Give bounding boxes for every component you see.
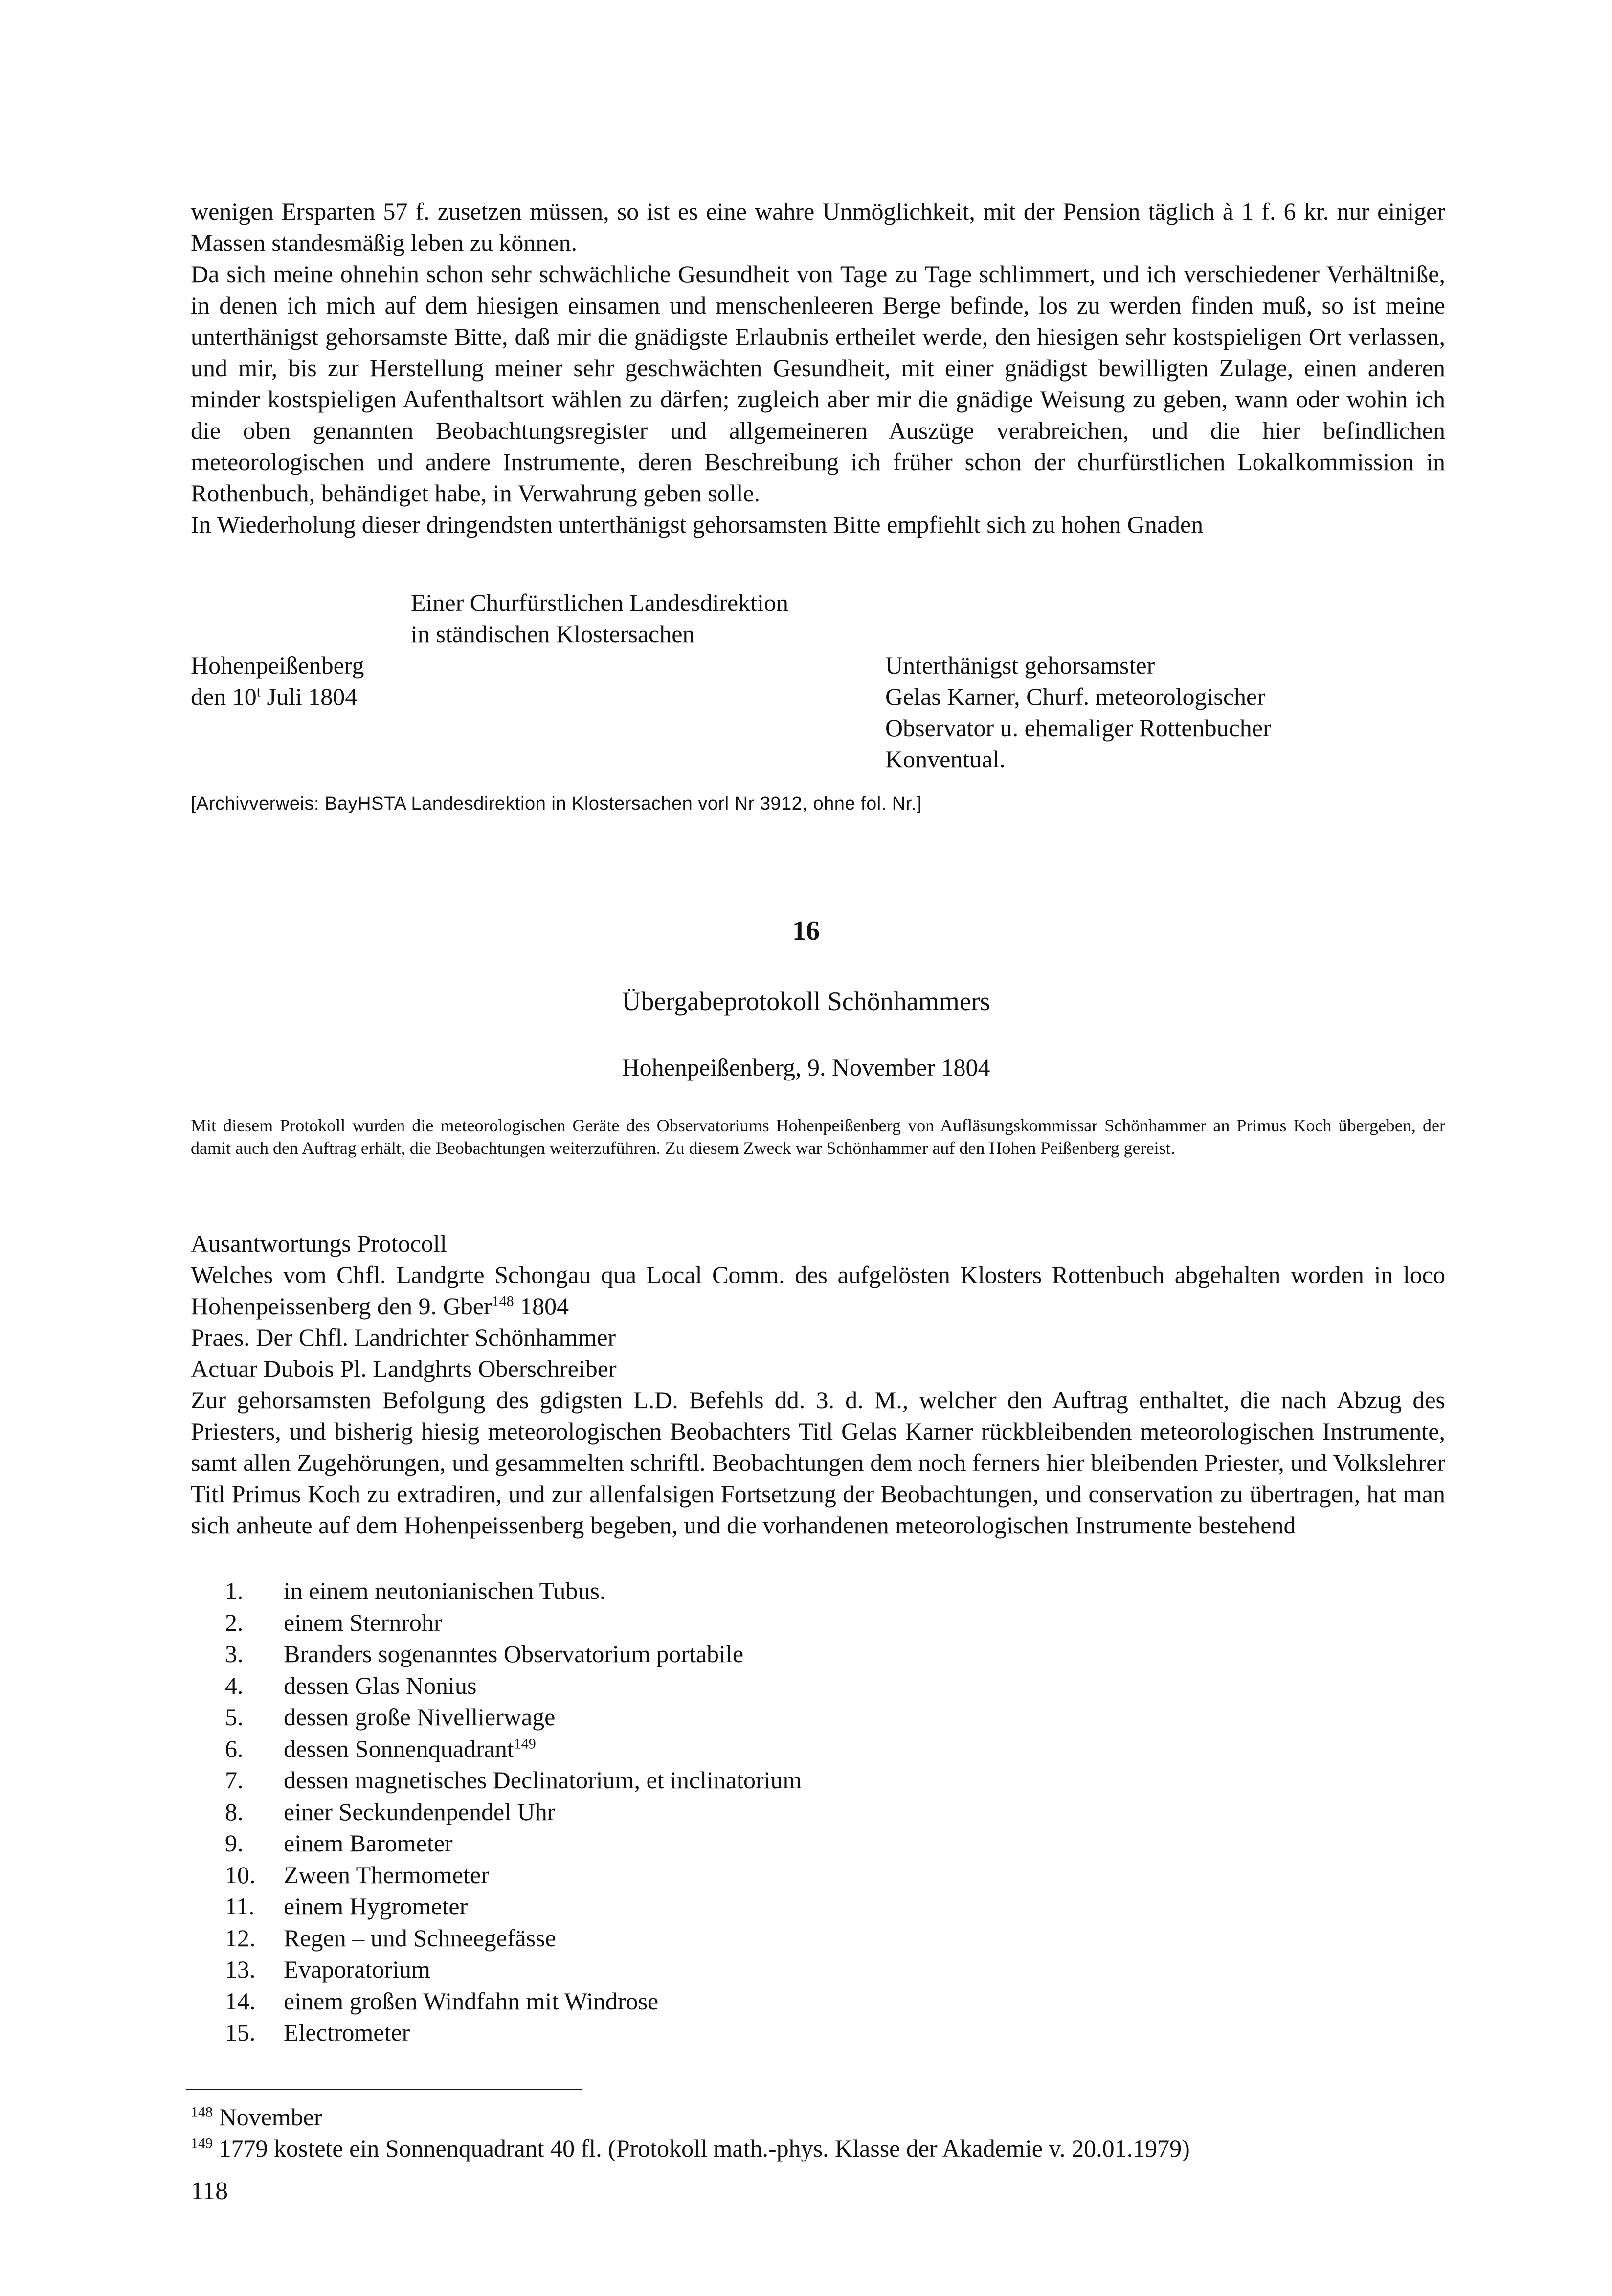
protocol-heading: Ausantwortungs Protocoll [191, 1230, 447, 1257]
addressee-line-2: in ständischen Klostersachen [411, 620, 695, 648]
list-item-text: einem Hygrometer [284, 1892, 468, 1920]
list-item-text: dessen magnetisches Declinatorium, et inclinatorium [284, 1766, 802, 1794]
footnote-text: November [213, 2103, 322, 2131]
signature-line-3: Observator u. ehemaliger Rottenbucher [885, 714, 1271, 742]
letter-date [191, 681, 364, 712]
list-item-text: Branders sogenanntes Observatorium portabile [284, 1640, 744, 1667]
document-intro: Mit diesem Protokoll wurden die meteorologischen Geräte des Observatoriums Hohenpeißenberg von Aufläsungskommissar Schönhammer an Primus Koch übergeben, der damit auch den Auftrag erhält, die Beobachtungen weiterzuführen. Zu diesem Zweck war Schönhammer auf den Hohen Peißenberg gereist. [191, 1116, 1445, 1158]
list-item-number: 10. [225, 1861, 256, 1889]
letter-paragraph-3: In Wiederholung dieser dringendsten unterthänigst gehorsamsten Bitte empfiehlt sich zu hohen Gnaden [191, 511, 1204, 538]
list-item-number: 1. [225, 1577, 244, 1604]
signature-line-2: Gelas Karner, Churf. meteorologischer [885, 683, 1265, 710]
protocol-praes: Praes. Der Chfl. Landrichter Schönhammer [191, 1324, 616, 1351]
list-item-number: 9. [225, 1829, 244, 1857]
footnote-ref-148: 148 [492, 1293, 514, 1309]
list-item-text: Evaporatorium [284, 1956, 430, 1983]
letter-paragraph-1: wenigen Ersparten 57 f. zusetzen müssen, so ist es eine wahre Unmöglichkeit, mit der Pension täglich à 1 f. 6 kr. nur einiger Massen standesmäßig leben zu können. [191, 198, 1445, 256]
list-item-text: Zween Thermometer [284, 1861, 489, 1889]
addressee-line-1: Einer Churfürstlichen Landesdirektion [411, 589, 788, 616]
list-item-text: Regen – und Schneegefässe [284, 1924, 556, 1952]
protocol-paragraph: Zur gehorsamsten Befolgung des gdigsten L.D. Befehls dd. 3. d. M., welcher den Auftrag enthaltet, die nach Abzug des Priesters, und bisherig hiesig meteorologischen Beobachters Titl Gelas Karner rückbleibenden meteorologischen Instrumente, samt allen Zugehörungen, und gesammelten schriftl. Beobachtungen dem noch ferners hier bleibenden Priester, und Volkslehrer Titl Primus Koch zu extradiren, und zur allenfalsigen Fortsetzung der Beobachtungen, und conservation zu übertragen, hat man sich anheute auf dem Hohenpeissenberg begeben, und die vorhandenen meteorologischen Instrumente bestehend [191, 1386, 1445, 1539]
list-item-number: 7. [225, 1766, 244, 1794]
list-item [225, 1670, 802, 1702]
list-item-number: 4. [225, 1671, 244, 1699]
footnote-mark: 148 [191, 2104, 213, 2120]
list-item-text: in einem neutonianischen Tubus. [284, 1577, 606, 1604]
signature-line-1: Unterthänigst gehorsamster [885, 652, 1155, 679]
list-item-text [284, 1733, 536, 1765]
instrument-list [225, 1575, 802, 2048]
list-item [225, 2017, 802, 2048]
list-item [225, 1733, 802, 1765]
list-item-number: 2. [225, 1608, 244, 1636]
list-item [225, 1796, 802, 1828]
letter-body [191, 196, 1445, 540]
date-prefix: den 10 [191, 683, 257, 710]
protocol-line-1 [191, 1259, 1445, 1322]
list-item [225, 1764, 802, 1796]
list-item [225, 1985, 802, 2017]
list-item [225, 1922, 802, 1954]
list-item [225, 1954, 802, 1985]
list-item [225, 1891, 802, 1922]
protocol-body [191, 1228, 1445, 1541]
list-item-text: Electrometer [284, 2019, 410, 2046]
list-item-text: einem Barometer [284, 1829, 453, 1857]
list-item-text: einer Seckundenpendel Uhr [284, 1798, 556, 1825]
protocol-actuar: Actuar Dubois Pl. Landghrts Oberschreiber [191, 1355, 617, 1382]
footnote-divider [186, 2089, 582, 2090]
list-item [225, 1575, 802, 1607]
list-item [225, 1859, 802, 1891]
document-place-date: Hohenpeißenberg, 9. November 1804 [622, 1054, 990, 1081]
list-item-number: 14. [225, 1987, 256, 2015]
list-item [225, 1701, 802, 1733]
footnotes [191, 2101, 1190, 2164]
list-item-text: einem Sternrohr [284, 1608, 442, 1636]
list-item-label: dessen Sonnenquadrant [284, 1734, 514, 1762]
list-item [225, 1827, 802, 1859]
footnote-ref-149: 149 [514, 1735, 536, 1752]
signature-block [885, 650, 1271, 775]
document-number: 16 [792, 916, 820, 946]
protocol-line-1-year: 1804 [514, 1292, 569, 1320]
page-number: 118 [191, 2177, 228, 2205]
footnote-148 [191, 2101, 1190, 2133]
letter-paragraph-2: Da sich meine ohnehin schon sehr schwächliche Gesundheit von Tage zu Tage schlimmert, und ich verschiedener Verhältniße, in denen ich mich auf dem hiesigen einsamen und menschenleeren Berge befinde, los zu werden finden muß, so ist meine unterthänigst gehorsamste Bitte, daß mir die gnädigste Erlaubnis ertheilet werde, den hiesigen sehr kostspieligen Ort verlassen, und mir, bis zur Herstellung meiner sehr geschwächten Gesundheit, mit einer gnädigst bewilligten Zulage, einen anderen minder kostspieligen Aufenthaltsort wählen zu därfen; zugleich aber mir die gnädige Weisung zu geben, wann oder wohin ich die oben genannten Beobachtungsregister und allgemeineren Auszüge verabreichen, und die hier befindlichen meteorologischen und andere Instrumente, deren Beschreibung ich früher schon der churfürstlichen Lokalkommission in Rothenbuch, behändiget habe, in Verwahrung geben solle. [191, 260, 1445, 507]
place-date-block [191, 650, 364, 712]
list-item [225, 1607, 802, 1639]
list-item-text: dessen Glas Nonius [284, 1671, 477, 1699]
document-title: Übergabeprotokoll Schönhammers [622, 987, 990, 1016]
signature-line-4: Konventual. [885, 745, 1006, 773]
footnote-mark: 149 [191, 2135, 213, 2152]
archive-reference: [Archivverweis: BayHSTA Landesdirektion in Klostersachen vorl Nr 3912, ohne fol. Nr.] [191, 793, 922, 814]
list-item-number: 6. [225, 1734, 244, 1762]
footnote-149 [191, 2133, 1190, 2164]
letter-place: Hohenpeißenberg [191, 652, 364, 679]
list-item-text: dessen große Nivellierwage [284, 1703, 556, 1731]
list-item-number: 5. [225, 1703, 244, 1731]
footnote-text: 1779 kostete ein Sonnenquadrant 40 fl. (Protokoll math.-phys. Klasse der Akademie v. 20.01.1979) [213, 2135, 1190, 2162]
list-item-number: 12. [225, 1924, 256, 1952]
list-item [225, 1638, 802, 1670]
list-item-number: 8. [225, 1798, 244, 1825]
list-item-number: 13. [225, 1956, 256, 1983]
addressee [411, 587, 788, 650]
list-item-number: 15. [225, 2019, 256, 2046]
protocol-line-1-text: Welches vom Chfl. Landgrte Schongau qua Local Comm. des aufgelösten Klosters Rottenbuch abgehalten worden in loco Hohenpeissenberg den 9. Gber [191, 1261, 1445, 1320]
list-item-number: 3. [225, 1640, 244, 1667]
date-superscript: t [256, 683, 261, 700]
date-suffix: Juli 1804 [261, 683, 358, 710]
list-item-number: 11. [225, 1892, 255, 1920]
list-item-text: einem großen Windfahn mit Windrose [284, 1987, 659, 2015]
